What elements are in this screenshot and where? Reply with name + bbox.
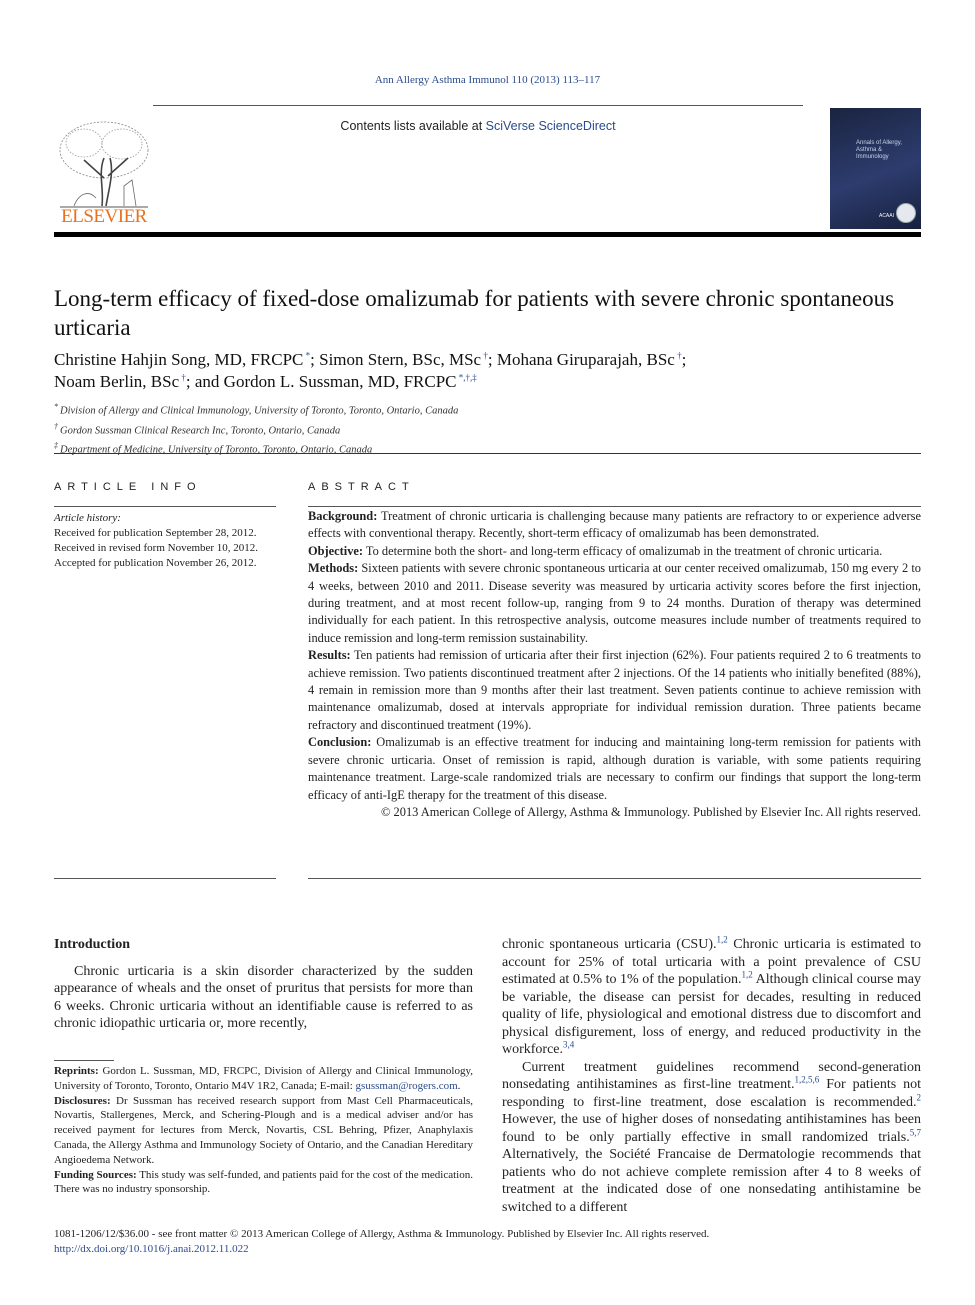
author-name: Christine Hahjin Song, MD, FRCPC xyxy=(54,350,304,369)
abstract-body xyxy=(308,508,921,821)
abstract-background: Background: Treatment of chronic urticaria is challenging because many patients are refractory to or experience adverse effects with conventional therapy. Recently, short-term efficacy of omalizumab has been demonstrated. xyxy=(308,509,921,541)
body-text: However, the use of higher doses of nonsedating antihistamines has been found to be only partially effective in small randomized trials. xyxy=(502,1112,921,1145)
author-affiliation-mark[interactable]: † xyxy=(674,350,682,361)
treatment-paragraph xyxy=(502,1059,921,1217)
author-affiliation-mark[interactable]: *,†,‡ xyxy=(456,372,477,383)
abstract-heading: ABSTRACT xyxy=(308,481,415,493)
doi-link[interactable]: http://dx.doi.org/10.1016/j.anai.2012.11.022 xyxy=(54,1243,249,1255)
author-name: Noam Berlin, BSc xyxy=(54,372,180,391)
history-revised: Received in revised form November 10, 2012. xyxy=(54,542,259,554)
body-text: Alternatively, the Société Francaise de Dermatologie recommends that patients who do not achieve complete remission after 4 to 8 weeks of treatment at the indicated dose of one nonsedating antihistamine be switched to a different xyxy=(502,1147,921,1215)
elsevier-wordmark: ELSEVIER xyxy=(61,206,147,227)
author-separator: ; xyxy=(487,350,497,369)
author-list xyxy=(54,349,921,393)
article-info-rule-top xyxy=(54,506,276,507)
affiliation-mark: ‡ xyxy=(54,441,60,450)
cover-badge: ACAAI xyxy=(878,213,894,219)
intro-heading: Introduction xyxy=(54,937,130,952)
page-footer xyxy=(54,1227,921,1257)
author-name: Mohana Giruparajah, BSc xyxy=(496,350,675,369)
history-received: Received for publication September 28, 2012. xyxy=(54,527,257,539)
reprints-email-link[interactable]: gsussman@rogers.com xyxy=(355,1079,458,1092)
abstract-conclusion: Conclusion: Omalizumab is an effective treatment for inducing and maintaining long-term remission for patients with severe chronic urticaria. Onset of remission is rapid, although duration is variable, with some patients requiring maintenance treatment. Large-scale randomized trials are necessary to confirm our findings that support the long-term efficacy of anti-IgE therapy for the treatment of this disease. xyxy=(308,735,921,802)
affiliation-mark: † xyxy=(54,421,60,431)
body-text: chronic spontaneous urticaria (CSU). xyxy=(502,937,717,952)
body-text: Current treatment guidelines recommend second-generation nonsedating antihistamines as first-line treatment. xyxy=(502,1059,921,1092)
abstract-rule-bottom xyxy=(308,878,921,879)
history-accepted: Accepted for publication November 26, 2012. xyxy=(54,557,257,569)
body-right-column xyxy=(502,936,921,1216)
abstract-copyright: © 2013 American College of Allergy, Asthma & Immunology. Published by Elsevier Inc. All rights reserved. xyxy=(381,804,921,819)
author-affiliation-mark[interactable]: † xyxy=(179,372,186,383)
footnote-disclosures: Disclosures: Dr Sussman has received research support from Mast Cell Pharmaceuticals, Novartis, Stallergenes, Merck, and Schering-Plough and is a medical adviser and/or has received payment for lectures from Merck, Novartis, CSL Behring, Pfizer, Anaphylaxis Canada, the Allergy Asthma and Immunology Society of Ontario, and the Canadian Hereditary Angioedema Network. xyxy=(54,1094,473,1166)
footnotes xyxy=(54,1064,473,1197)
intro-paragraph-continued xyxy=(502,936,921,1059)
abstract-rule-top xyxy=(308,506,921,507)
article-history xyxy=(54,511,276,571)
abstract-methods: Methods: Sixteen patients with severe chronic spontaneous urticaria at our center received omalizumab, 150 mg every 2 to 4 weeks, between 2010 and 2011. Disease severity was measured by urticaria activity scores before the first injection, during treatment, and at most recent follow-up, ranging from 9 to 24 months. Duration of therapy was determined individually for each patient. In this retrospective analysis, outcome measures include number of treatments required to induce remission and long-term remission sustainability. xyxy=(308,561,921,645)
author-name: Simon Stern, BSc, MSc xyxy=(319,350,482,369)
author-separator: ; xyxy=(681,350,687,369)
abstract-objective: Objective: To determine both the short- and long-term efficacy of omalizumab in the treatment of chronic urticaria. xyxy=(308,543,883,558)
article-title: Long-term efficacy of fixed-dose omalizumab for patients with severe chronic spontaneous urticaria xyxy=(54,286,895,340)
cover-seal-icon xyxy=(896,203,916,223)
journal-cover-thumbnail[interactable] xyxy=(830,108,921,229)
body-text: Chronic urticaria is estimated to account for 25% of total urticaria with a point prevalence of CSU estimated at 0.5% to 1% of the population. xyxy=(502,937,921,987)
header-rule xyxy=(153,105,803,106)
footnote-rule xyxy=(54,1060,114,1061)
history-label: Article history: xyxy=(54,512,121,524)
citation-link[interactable]: 5,7 xyxy=(909,1126,921,1137)
citation-link[interactable]: 1,2 xyxy=(741,969,753,980)
affiliation-mark: * xyxy=(54,402,60,411)
affiliation-text: Division of Allergy and Clinical Immunology, University of Toronto, Toronto, Ontario, Canada xyxy=(60,405,459,417)
journal-citation[interactable]: Ann Allergy Asthma Immunol 110 (2013) 113–117 xyxy=(374,74,601,86)
article-info-heading: ARTICLE INFO xyxy=(54,481,202,493)
body-left-column xyxy=(54,936,473,1033)
cover-title: Annals of Allergy, Asthma & Immunology xyxy=(856,140,902,160)
intro-paragraph: Chronic urticaria is a skin disorder characterized by the sudden appearance of wheals and the onset of pruritus that persists for more than 6 weeks. Chronic urticaria without an identifiable cause is referred to as chronic idiopathic urticaria or, more recently, xyxy=(54,963,473,1031)
affiliation-text: Department of Medicine, University of Toronto, Toronto, Ontario, Canada xyxy=(60,444,373,456)
body-text: For patients not responding to first-line treatment, dose escalation is recommended. xyxy=(502,1077,921,1110)
author-separator: ; xyxy=(310,350,320,369)
affiliation xyxy=(54,399,921,419)
elsevier-logo[interactable] xyxy=(54,118,154,230)
footnote-reprints: Reprints: Gordon L. Sussman, MD, FRCPC, Division of Allergy and Clinical Immunology, University of Toronto, Toronto, Ontario M4V 1R2, Canada; E-mail: gsussman@rogers.com. xyxy=(54,1065,473,1092)
footnote-funding: Funding Sources: This study was self-funded, and patients paid for the cost of the medication. There was no industry sponsorship. xyxy=(54,1168,473,1196)
article-info-rule-bottom xyxy=(54,878,276,879)
abstract-results: Results: Ten patients had remission of urticaria after their first injection (62%). Four patients required 2 to 6 treatments to achieve remission. Two patients discontinued treatment after 2 injections. Of the 14 patients who initially benefited (88%), 4 remain in remission more than 9 months after their last treatment. Seven patients continue to achieve remission with maintenance omalizumab, dosed at intervals appropriate for individual remission duration. Three patients became refractory and discontinued treatment (19%). xyxy=(308,648,921,732)
citation-link[interactable]: 3,4 xyxy=(563,1039,575,1050)
author-affiliation-mark[interactable]: * xyxy=(303,350,311,361)
affiliation-list xyxy=(54,399,921,458)
section-rule xyxy=(54,453,921,454)
affiliation-text: Gordon Sussman Clinical Research Inc, Toronto, Ontario, Canada xyxy=(60,425,341,436)
body-text: Although clinical course may be variable, the disease can persist for decades, resulting in reduced quality of life, physiological and emotional distress due to discomfort and physical disfigurement, loss of energy, and reduced productivity in the workforce. xyxy=(502,972,921,1057)
contents-line xyxy=(153,119,803,133)
sciencedirect-link[interactable]: SciVerse ScienceDirect xyxy=(485,119,616,133)
issn-line: 1081-1206/12/$36.00 - see front matter © 2013 American College of Allergy, Asthma & Immunology. Published by Elsevier Inc. All rights reserved. xyxy=(54,1228,710,1240)
author-name: Gordon L. Sussman, MD, FRCPC xyxy=(223,372,457,391)
citation-link[interactable]: 1,2 xyxy=(716,934,728,945)
citation-link[interactable]: 2 xyxy=(916,1091,921,1102)
author-affiliation-mark[interactable]: † xyxy=(481,350,488,361)
contents-prefix: Contents lists available at xyxy=(340,119,486,133)
affiliation xyxy=(54,419,921,439)
citation-link[interactable]: 1,2,5,6 xyxy=(794,1074,820,1085)
author-separator: ; and xyxy=(185,372,224,391)
header-thick-rule xyxy=(54,232,921,237)
affiliation xyxy=(54,438,921,458)
